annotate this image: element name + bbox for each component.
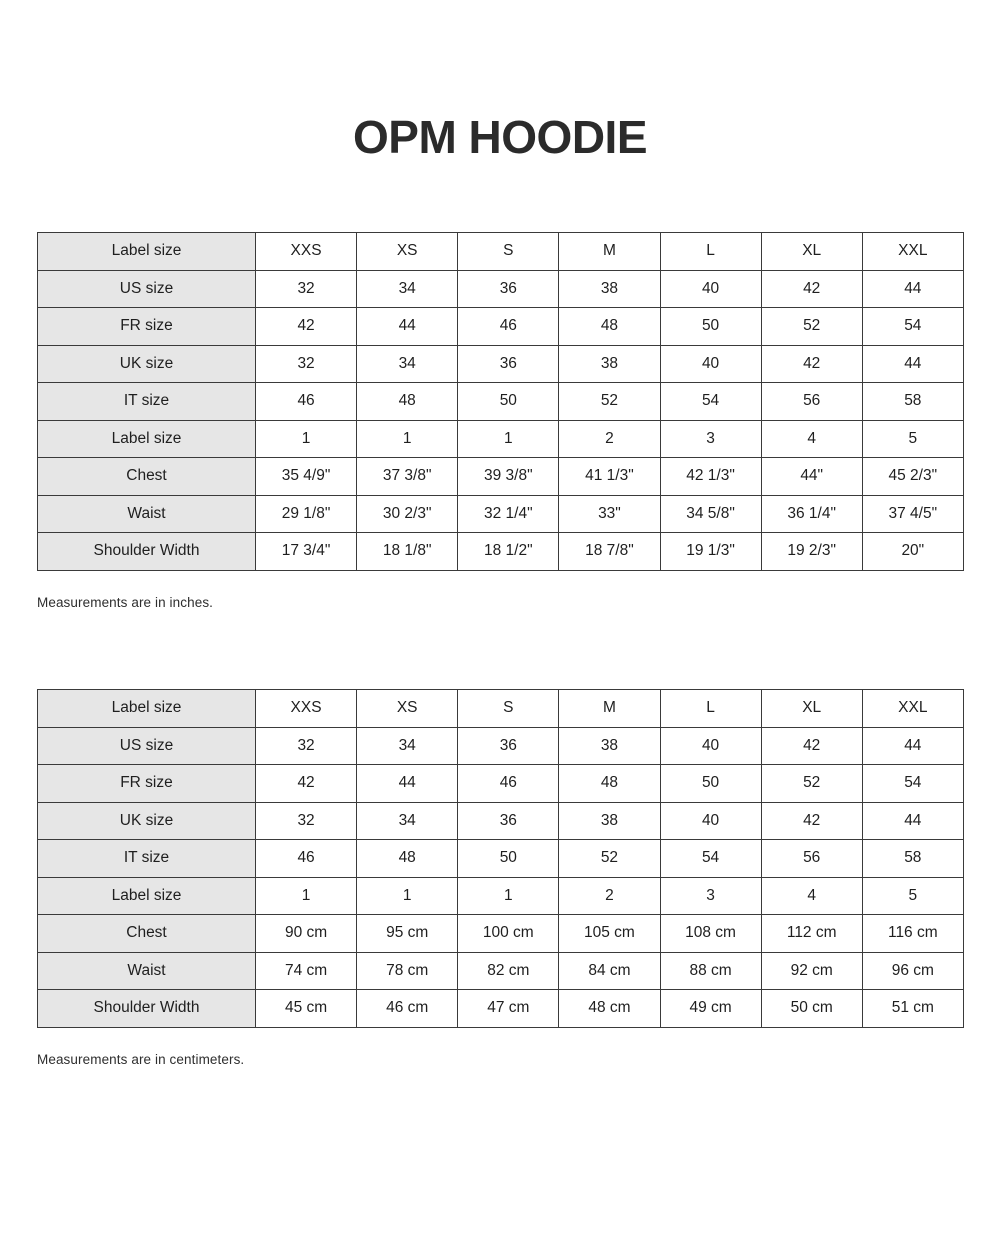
table-cell: 5 — [862, 877, 963, 915]
table-cell: 3 — [660, 877, 761, 915]
table-cell: 4 — [761, 877, 862, 915]
table-cell: 34 — [357, 345, 458, 383]
row-label-cell: Label size — [38, 877, 256, 915]
table-cell: 38 — [559, 270, 660, 308]
table-cell: 1 — [256, 877, 357, 915]
table-cell: 46 — [458, 308, 559, 346]
table-cell: 4 — [761, 420, 862, 458]
header-size-cell: XL — [761, 690, 862, 728]
table-cell: 50 cm — [761, 990, 862, 1028]
table-row — [38, 840, 964, 878]
table-cell: 48 cm — [559, 990, 660, 1028]
size-table-centimeters — [37, 689, 964, 1028]
header-size-cell: XL — [761, 233, 862, 271]
table-cell: 54 — [862, 765, 963, 803]
table-cell: 46 — [256, 383, 357, 421]
table-cell: 50 — [458, 840, 559, 878]
table-cell: 29 1/8" — [256, 495, 357, 533]
table-cell: 40 — [660, 727, 761, 765]
row-label-cell: Waist — [38, 952, 256, 990]
table-cell: 44 — [357, 308, 458, 346]
row-label-cell: IT size — [38, 840, 256, 878]
table-cell: 36 1/4" — [761, 495, 862, 533]
table-cell: 42 — [256, 765, 357, 803]
header-size-cell: M — [559, 233, 660, 271]
table-cell: 52 — [559, 840, 660, 878]
header-size-cell: XS — [357, 233, 458, 271]
row-label-cell: IT size — [38, 383, 256, 421]
table-cell: 37 4/5" — [862, 495, 963, 533]
table-cell: 18 1/8" — [357, 533, 458, 571]
table-cell: 48 — [559, 765, 660, 803]
table-cell: 42 — [256, 308, 357, 346]
table-row — [38, 727, 964, 765]
table-row — [38, 345, 964, 383]
caption-inches: Measurements are in inches. — [37, 595, 214, 610]
table-cell: 78 cm — [357, 952, 458, 990]
table-cell: 46 — [256, 840, 357, 878]
table-cell: 54 — [862, 308, 963, 346]
table-row — [38, 877, 964, 915]
header-label-cell: Label size — [38, 690, 256, 728]
table-row — [38, 383, 964, 421]
table-cell: 36 — [458, 802, 559, 840]
row-label-cell: FR size — [38, 765, 256, 803]
table-cell: 32 1/4" — [458, 495, 559, 533]
table-body — [38, 233, 964, 571]
table-row — [38, 952, 964, 990]
row-label-cell: UK size — [38, 345, 256, 383]
table-cell: 37 3/8" — [357, 458, 458, 496]
table-cell: 112 cm — [761, 915, 862, 953]
table-cell: 36 — [458, 345, 559, 383]
table-cell: 42 — [761, 727, 862, 765]
table-cell: 42 1/3" — [660, 458, 761, 496]
table-cell: 2 — [559, 420, 660, 458]
table-cell: 36 — [458, 727, 559, 765]
table-cell: 34 — [357, 270, 458, 308]
table-row — [38, 270, 964, 308]
table-cell: 49 cm — [660, 990, 761, 1028]
header-size-cell: L — [660, 690, 761, 728]
header-size-cell: XXS — [256, 233, 357, 271]
table-cell: 34 5/8" — [660, 495, 761, 533]
row-label-cell: Chest — [38, 915, 256, 953]
caption-centimeters: Measurements are in centimeters. — [37, 1052, 245, 1067]
table-cell: 54 — [660, 840, 761, 878]
table-cell: 34 — [357, 802, 458, 840]
table-row — [38, 533, 964, 571]
header-size-cell: S — [458, 690, 559, 728]
table-cell: 74 cm — [256, 952, 357, 990]
table-cell: 45 cm — [256, 990, 357, 1028]
table-cell: 105 cm — [559, 915, 660, 953]
table-cell: 35 4/9" — [256, 458, 357, 496]
header-size-cell: S — [458, 233, 559, 271]
table-cell: 46 cm — [357, 990, 458, 1028]
table-cell: 40 — [660, 802, 761, 840]
page-title: OPM HOODIE — [352, 111, 648, 163]
table-row — [38, 802, 964, 840]
table-cell: 100 cm — [458, 915, 559, 953]
header-size-cell: XXS — [256, 690, 357, 728]
table-cell: 108 cm — [660, 915, 761, 953]
table-cell: 3 — [660, 420, 761, 458]
table-row — [38, 458, 964, 496]
row-label-cell: Shoulder Width — [38, 990, 256, 1028]
table-cell: 33" — [559, 495, 660, 533]
table-cell: 1 — [256, 420, 357, 458]
table-cell: 50 — [660, 765, 761, 803]
row-label-cell: US size — [38, 727, 256, 765]
row-label-cell: UK size — [38, 802, 256, 840]
table-cell: 46 — [458, 765, 559, 803]
header-size-cell: XXL — [862, 233, 963, 271]
row-label-cell: US size — [38, 270, 256, 308]
table-cell: 50 — [458, 383, 559, 421]
header-label-cell: Label size — [38, 233, 256, 271]
table-cell: 44 — [862, 727, 963, 765]
table-cell: 30 2/3" — [357, 495, 458, 533]
table-cell: 44 — [862, 345, 963, 383]
table-cell: 32 — [256, 727, 357, 765]
table-cell: 38 — [559, 802, 660, 840]
table-cell: 19 1/3" — [660, 533, 761, 571]
row-label-cell: Shoulder Width — [38, 533, 256, 571]
table-cell: 40 — [660, 345, 761, 383]
row-label-cell: Waist — [38, 495, 256, 533]
table-cell: 51 cm — [862, 990, 963, 1028]
table-row — [38, 420, 964, 458]
table-cell: 54 — [660, 383, 761, 421]
table-row — [38, 308, 964, 346]
table-header-row — [38, 233, 964, 271]
table-cell: 42 — [761, 345, 862, 383]
table-cell: 36 — [458, 270, 559, 308]
table-cell: 44 — [862, 802, 963, 840]
table-row — [38, 765, 964, 803]
table-cell: 42 — [761, 802, 862, 840]
table-cell: 52 — [761, 765, 862, 803]
table-cell: 1 — [458, 420, 559, 458]
table-cell: 52 — [761, 308, 862, 346]
row-label-cell: Label size — [38, 420, 256, 458]
size-table-inches — [37, 232, 964, 571]
row-label-cell: FR size — [38, 308, 256, 346]
table-cell: 20" — [862, 533, 963, 571]
table-cell: 48 — [357, 383, 458, 421]
table-row — [38, 990, 964, 1028]
table-cell: 38 — [559, 345, 660, 383]
table-cell: 39 3/8" — [458, 458, 559, 496]
header-size-cell: L — [660, 233, 761, 271]
table-cell: 18 7/8" — [559, 533, 660, 571]
table-cell: 5 — [862, 420, 963, 458]
table-cell: 32 — [256, 802, 357, 840]
table-cell: 50 — [660, 308, 761, 346]
table-cell: 48 — [357, 840, 458, 878]
table-cell: 84 cm — [559, 952, 660, 990]
header-size-cell: M — [559, 690, 660, 728]
table-cell: 95 cm — [357, 915, 458, 953]
row-label-cell: Chest — [38, 458, 256, 496]
table-body — [38, 690, 964, 1028]
table-cell: 18 1/2" — [458, 533, 559, 571]
table-cell: 38 — [559, 727, 660, 765]
table-cell: 92 cm — [761, 952, 862, 990]
table-cell: 45 2/3" — [862, 458, 963, 496]
table-cell: 88 cm — [660, 952, 761, 990]
table-cell: 90 cm — [256, 915, 357, 953]
table-cell: 48 — [559, 308, 660, 346]
table-cell: 58 — [862, 840, 963, 878]
table-cell: 41 1/3" — [559, 458, 660, 496]
table-cell: 19 2/3" — [761, 533, 862, 571]
table-cell: 40 — [660, 270, 761, 308]
table-cell: 1 — [458, 877, 559, 915]
table-cell: 44" — [761, 458, 862, 496]
header-size-cell: XS — [357, 690, 458, 728]
table-cell: 96 cm — [862, 952, 963, 990]
table-cell: 116 cm — [862, 915, 963, 953]
table-cell: 52 — [559, 383, 660, 421]
table-cell: 17 3/4" — [256, 533, 357, 571]
table-cell: 42 — [761, 270, 862, 308]
table-cell: 56 — [761, 840, 862, 878]
header-size-cell: XXL — [862, 690, 963, 728]
table-cell: 32 — [256, 345, 357, 383]
table-cell: 82 cm — [458, 952, 559, 990]
table-cell: 58 — [862, 383, 963, 421]
table-cell: 44 — [357, 765, 458, 803]
table-row — [38, 495, 964, 533]
table-cell: 2 — [559, 877, 660, 915]
table-cell: 44 — [862, 270, 963, 308]
table-cell: 56 — [761, 383, 862, 421]
table-cell: 1 — [357, 877, 458, 915]
table-cell: 34 — [357, 727, 458, 765]
table-header-row — [38, 690, 964, 728]
table-cell: 32 — [256, 270, 357, 308]
table-cell: 1 — [357, 420, 458, 458]
table-row — [38, 915, 964, 953]
table-cell: 47 cm — [458, 990, 559, 1028]
